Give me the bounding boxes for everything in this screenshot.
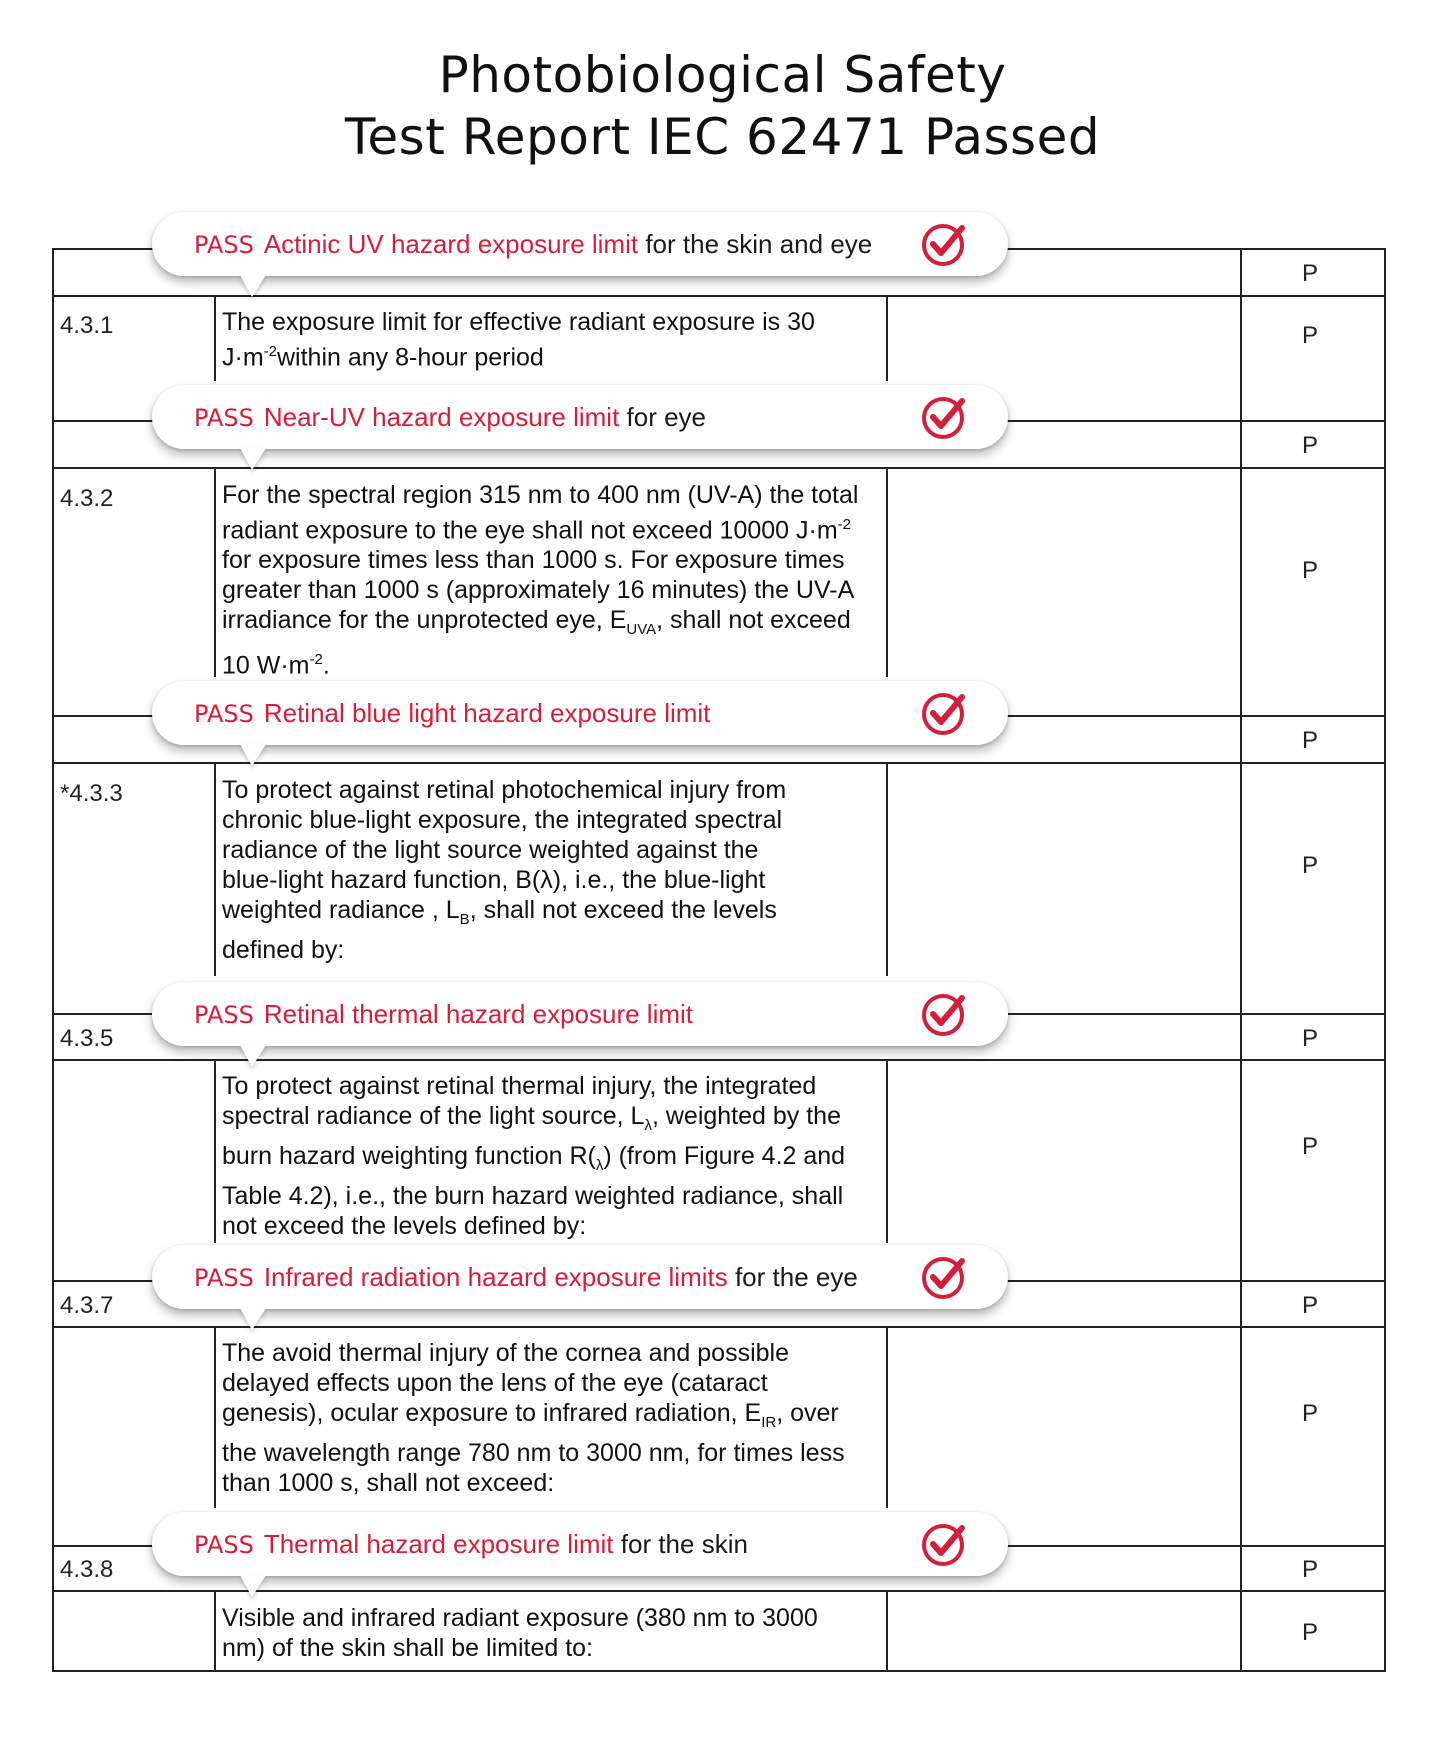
check-circle-icon bbox=[920, 1520, 968, 1568]
table-rule bbox=[214, 1326, 216, 1508]
pass-label: PASS bbox=[194, 1531, 254, 1559]
page-title-line-1: Photobiological Safety bbox=[438, 46, 1007, 104]
pass-callout bbox=[152, 1512, 1008, 1576]
hazard-name: Retinal thermal hazard exposure limit bbox=[263, 999, 694, 1029]
table-rule bbox=[886, 1059, 888, 1243]
callout-tail bbox=[240, 275, 266, 297]
pass-label: PASS bbox=[194, 404, 254, 432]
hazard-scope: for eye bbox=[619, 402, 707, 432]
hazard-scope: for the skin bbox=[613, 1529, 748, 1559]
verdict-cell: P bbox=[1301, 1556, 1318, 1583]
callout-tail bbox=[240, 1308, 266, 1330]
verdict-cell: P bbox=[1301, 852, 1318, 879]
clause-number: 4.3.5 bbox=[60, 1025, 114, 1052]
table-rule bbox=[886, 1590, 888, 1672]
pass-label: PASS bbox=[194, 1001, 254, 1029]
requirement-text: To protect against retinal thermal injury, the integrated spectral radiance of the light source, $L_\lambda$, weighted by the burn hazard weighting function $R(_\lambda)$ (from Figure 4.2 and Table 4.2), i.e., the burn hazard weighted radiance, shall not exceed the levels defined by: bbox=[222, 1072, 846, 1240]
verdict-cell: P bbox=[1301, 1292, 1318, 1319]
verdict-cell: P bbox=[1301, 260, 1318, 287]
verdict-cell: P bbox=[1301, 1025, 1318, 1052]
requirement-text: For the spectral region 315 nm to 400 nm (UV-A) the total radiant exposure to the eye shall not exceed 10000 $J\cdot m^{-2}$ for exposure times less than 1000 s. For exposure times greater than 1000 s (approximately 16 minutes) the UV-A irradiance for the unprotected eye, $E_{UVA}$, shall not exceed 10 $W\cdot m^{-2}$. bbox=[222, 481, 859, 680]
pass-label: PASS bbox=[194, 1264, 254, 1292]
table-rule bbox=[214, 1059, 216, 1243]
pass-callout bbox=[152, 1245, 1008, 1309]
clause-number: 4.3.1 bbox=[60, 312, 114, 339]
check-circle-icon bbox=[920, 393, 968, 441]
table-rule bbox=[1240, 248, 1242, 1672]
check-circle-icon bbox=[920, 220, 968, 268]
hazard-name: Near-UV hazard exposure limit bbox=[263, 402, 620, 432]
pass-callout bbox=[152, 681, 1008, 745]
verdict-cell: P bbox=[1301, 432, 1318, 459]
callout-tail bbox=[240, 744, 266, 766]
pass-callout bbox=[152, 982, 1008, 1046]
clause-number: 4.3.8 bbox=[60, 1556, 114, 1583]
check-circle-icon bbox=[920, 689, 968, 737]
verdict-cell: P bbox=[1301, 1400, 1318, 1427]
table-rule bbox=[886, 1326, 888, 1508]
hazard-scope: for the skin and eye bbox=[638, 229, 873, 259]
requirement-text: The avoid thermal injury of the cornea and possible delayed effects upon the lens of the eye (cataract genesis), ocular exposure to infrared radiation, $E_{IR}$, over the wavelength range 780 nm to 3000 nm, for times less than 1000 s, shall not exceed: bbox=[222, 1339, 845, 1497]
table-rule bbox=[52, 248, 54, 1672]
callout-tail bbox=[240, 1575, 266, 1597]
clause-number: 4.3.2 bbox=[60, 485, 114, 512]
callout-tail bbox=[240, 1045, 266, 1067]
table-rule bbox=[214, 467, 216, 677]
verdict-cell: P bbox=[1301, 322, 1318, 349]
verdict-cell: P bbox=[1301, 727, 1318, 754]
pass-callout bbox=[152, 385, 1008, 449]
requirement-text: Visible and infrared radiant exposure (380 nm to 3000 nm) of the skin shall be limited to: bbox=[222, 1604, 818, 1662]
hazard-scope: for the eye bbox=[727, 1262, 858, 1292]
hazard-name: Infrared radiation hazard exposure limits bbox=[263, 1262, 728, 1292]
verdict-cell: P bbox=[1301, 1619, 1318, 1646]
check-circle-icon bbox=[920, 1253, 968, 1301]
hazard-name: Retinal blue light hazard exposure limit bbox=[263, 698, 711, 728]
clause-number: 4.3.7 bbox=[60, 1292, 114, 1319]
hazard-name: Thermal hazard exposure limit bbox=[263, 1529, 614, 1559]
requirement-text: To protect against retinal photochemical injury from chronic blue-light exposure, the integrated spectral radiance of the light source weighted against the blue-light hazard function, B(λ), i.e., the blue-light weighted radiance , $L_B$, shall not exceed the levels defined by: bbox=[222, 776, 787, 964]
verdict-cell: P bbox=[1301, 557, 1318, 584]
callout-tail bbox=[240, 448, 266, 470]
pass-callout bbox=[152, 212, 1008, 276]
hazard-name: Actinic UV hazard exposure limit bbox=[263, 229, 639, 259]
table-rule bbox=[886, 295, 888, 381]
table-rule bbox=[214, 762, 216, 976]
requirement-text: The exposure limit for effective radiant exposure is 30 $J\cdot m^{-2}within$ any 8-hour period bbox=[222, 308, 815, 372]
pass-label: PASS bbox=[194, 231, 254, 259]
page-title-line-2: Test Report IEC 62471 Passed bbox=[344, 108, 1101, 166]
pass-label: PASS bbox=[194, 700, 254, 728]
verdict-cell: P bbox=[1301, 1133, 1318, 1160]
clause-number: *4.3.3 bbox=[60, 780, 123, 807]
table-rule bbox=[1384, 248, 1386, 1672]
table-rule bbox=[214, 1590, 216, 1672]
table-rule bbox=[52, 1670, 1386, 1672]
table-rule bbox=[214, 295, 216, 381]
table-rule bbox=[886, 467, 888, 677]
table-rule bbox=[886, 762, 888, 976]
check-circle-icon bbox=[920, 990, 968, 1038]
